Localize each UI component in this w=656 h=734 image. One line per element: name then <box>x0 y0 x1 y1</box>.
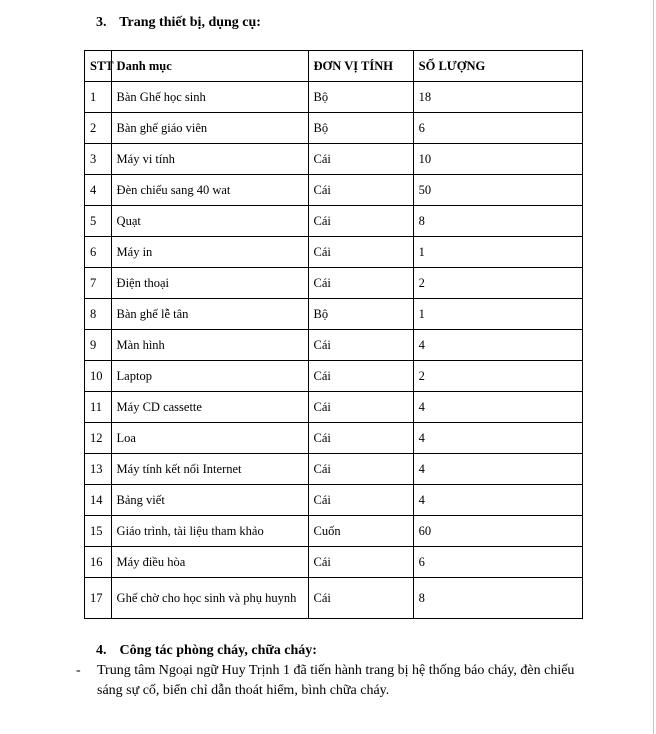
cell-item: Laptop <box>111 361 308 392</box>
cell-unit: Cuốn <box>308 516 413 547</box>
cell-item: Quạt <box>111 206 308 237</box>
cell-quantity: 4 <box>413 392 582 423</box>
cell-item: Đèn chiếu sang 40 wat <box>111 175 308 206</box>
cell-quantity: 50 <box>413 175 582 206</box>
table-row <box>85 113 583 144</box>
section-4-heading <box>96 643 317 659</box>
cell-unit: Cái <box>308 206 413 237</box>
cell-item: Loa <box>111 423 308 454</box>
table-row <box>85 206 583 237</box>
cell-stt: 4 <box>85 175 112 206</box>
cell-quantity: 8 <box>413 206 582 237</box>
cell-quantity: 18 <box>413 82 582 113</box>
cell-unit: Cái <box>308 144 413 175</box>
cell-unit: Cái <box>308 175 413 206</box>
cell-item: Máy tính kết nối Internet <box>111 454 308 485</box>
bullet-dash: - <box>76 663 81 678</box>
cell-stt: 17 <box>85 578 112 619</box>
cell-stt: 1 <box>85 82 112 113</box>
cell-quantity: 4 <box>413 423 582 454</box>
table-row <box>85 454 583 485</box>
cell-quantity: 2 <box>413 268 582 299</box>
cell-unit: Bộ <box>308 82 413 113</box>
table-row <box>85 392 583 423</box>
table-header-row <box>85 51 583 82</box>
cell-unit: Cái <box>308 578 413 619</box>
cell-stt: 13 <box>85 454 112 485</box>
cell-unit: Cái <box>308 268 413 299</box>
fire-safety-bullet <box>76 661 581 701</box>
cell-unit: Cái <box>308 485 413 516</box>
cell-unit: Cái <box>308 423 413 454</box>
cell-unit: Cái <box>308 330 413 361</box>
cell-stt: 2 <box>85 113 112 144</box>
table-row <box>85 268 583 299</box>
header-quantity: SỐ LƯỢNG <box>413 51 582 82</box>
cell-item: Ghế chờ cho học sinh và phụ huynh <box>111 578 308 619</box>
header-unit: ĐƠN VỊ TÍNH <box>308 51 413 82</box>
cell-quantity: 10 <box>413 144 582 175</box>
cell-item: Máy in <box>111 237 308 268</box>
table-row <box>85 175 583 206</box>
cell-unit: Bộ <box>308 299 413 330</box>
cell-stt: 3 <box>85 144 112 175</box>
cell-quantity: 60 <box>413 516 582 547</box>
header-stt: STT <box>85 51 112 82</box>
table-row <box>85 82 583 113</box>
cell-item: Màn hình <box>111 330 308 361</box>
cell-unit: Bộ <box>308 113 413 144</box>
cell-stt: 5 <box>85 206 112 237</box>
cell-unit: Cái <box>308 547 413 578</box>
table-row <box>85 361 583 392</box>
table-row <box>85 330 583 361</box>
cell-item: Điện thoại <box>111 268 308 299</box>
cell-stt: 7 <box>85 268 112 299</box>
cell-item: Bàn Ghế học sinh <box>111 82 308 113</box>
cell-quantity: 6 <box>413 547 582 578</box>
cell-item: Bảng viết <box>111 485 308 516</box>
cell-unit: Cái <box>308 392 413 423</box>
table-row <box>85 516 583 547</box>
cell-quantity: 1 <box>413 237 582 268</box>
header-item: Danh mục <box>111 51 308 82</box>
cell-unit: Cái <box>308 361 413 392</box>
cell-quantity: 6 <box>413 113 582 144</box>
cell-quantity: 4 <box>413 485 582 516</box>
cell-stt: 15 <box>85 516 112 547</box>
table-row <box>85 578 583 619</box>
cell-quantity: 4 <box>413 330 582 361</box>
cell-item: Bàn ghế giáo viên <box>111 113 308 144</box>
cell-stt: 10 <box>85 361 112 392</box>
cell-stt: 12 <box>85 423 112 454</box>
bullet-text: Trung tâm Ngoại ngữ Huy Trịnh 1 đã tiến hành trang bị hệ thống báo cháy, đèn chiếu sáng sự cố, biển chỉ dẫn thoát hiểm, bình chữa cháy. <box>97 663 575 698</box>
table-row <box>85 237 583 268</box>
cell-stt: 6 <box>85 237 112 268</box>
table-row <box>85 144 583 175</box>
cell-quantity: 8 <box>413 578 582 619</box>
cell-quantity: 1 <box>413 299 582 330</box>
cell-unit: Cái <box>308 237 413 268</box>
section-3-heading <box>96 15 261 31</box>
cell-stt: 8 <box>85 299 112 330</box>
cell-stt: 11 <box>85 392 112 423</box>
table-row <box>85 423 583 454</box>
cell-item: Máy CD cassette <box>111 392 308 423</box>
section-3-number: 3. <box>96 15 107 30</box>
cell-item: Giáo trình, tài liệu tham khảo <box>111 516 308 547</box>
cell-item: Máy điều hòa <box>111 547 308 578</box>
table-row <box>85 299 583 330</box>
cell-stt: 16 <box>85 547 112 578</box>
section-4-number: 4. <box>96 643 107 658</box>
cell-quantity: 2 <box>413 361 582 392</box>
cell-unit: Cái <box>308 454 413 485</box>
cell-item: Bàn ghế lễ tân <box>111 299 308 330</box>
table-row <box>85 547 583 578</box>
cell-item: Máy vi tính <box>111 144 308 175</box>
cell-quantity: 4 <box>413 454 582 485</box>
section-3-title: Trang thiết bị, dụng cụ: <box>119 15 261 30</box>
section-4-title: Công tác phòng cháy, chữa cháy: <box>119 643 317 658</box>
table-row <box>85 485 583 516</box>
cell-stt: 9 <box>85 330 112 361</box>
equipment-table <box>84 50 583 619</box>
cell-stt: 14 <box>85 485 112 516</box>
